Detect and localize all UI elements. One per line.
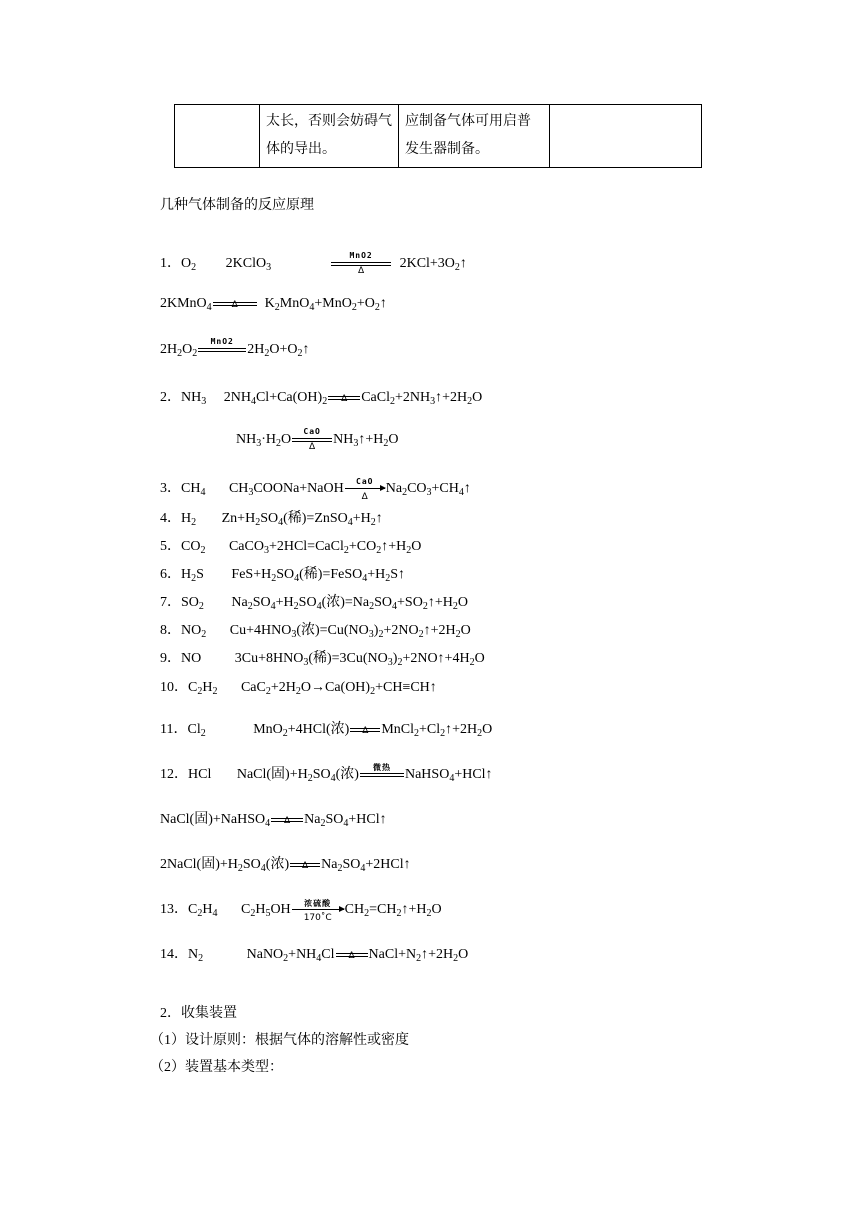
table-cell-4: [550, 105, 702, 168]
condition-heat: Δ: [213, 302, 257, 306]
reaction-1b: 2KMnO$_4$ Δ $K_2MnO_4+MnO_2+O_2↑$: [160, 296, 387, 313]
reaction-12c: 2NaCl(固)$+H_2SO_4$(浓) Δ $Na_2SO_4+2HCl↑$: [160, 857, 411, 874]
collection-paragraph-1: （1）设计原则：根据气体的溶解性或密度: [150, 1033, 409, 1048]
reaction-number: 1．: [160, 256, 181, 271]
reaction-6: 6．$H_2S$ $FeS+H_2SO_4$(稀)$=FeSO_4+H_2S↑$: [160, 567, 406, 584]
reaction-12b: NaCl(固)+NaHSO$_4$ Δ $Na_2SO_4+HCl↑$: [160, 812, 387, 829]
condition-heat: Δ: [290, 863, 320, 867]
condition-heat: Δ: [328, 396, 360, 400]
gas-formula: CH: [181, 481, 201, 496]
reaction-14: 14．$N_2$ $NaNO_2+NH_4Cl$ Δ $NaCl+N_2↑+2H_2O$: [160, 947, 469, 964]
table-cell-1: [175, 105, 260, 168]
condition-gentle-heat: 微热: [360, 773, 404, 777]
condition-cao-heat: CaO Δ: [292, 438, 332, 442]
reaction-8: 8．$NO_2$ $Cu+4HNO_3$(浓)$=Cu(NO_3)_2+2NO_2↑+2H_2O$: [160, 623, 471, 640]
reaction-2b: $NH_3\cdot H_2O$ CaO Δ $NH_3↑+H_2O$: [236, 426, 399, 452]
reaction-4: 4．$H_2$ $Zn+H_2SO_4$(稀)$=ZnSO_4+H_2↑$: [160, 511, 383, 528]
reaction-11: 11．$Cl_2$ MnO$_2$+4HCl(浓) Δ $MnCl_2+Cl_2↑+2H_2O$: [160, 722, 493, 739]
condition-conc-h2so4-170c: 浓硫酸 170˚C: [292, 909, 344, 910]
reaction-10: 10．$C_2H_2$ $CaC_2+2H_2O\to Ca(OH)_2+CH\equiv CH↑$: [160, 680, 437, 697]
reaction-3: 3．$CH_4$ $CH_3COONa+NaOH$ CaO Δ $Na_2CO_3+CH_4↑$: [160, 477, 471, 503]
condition-heat: Δ: [350, 728, 380, 732]
gas-formula: O: [181, 256, 192, 271]
table-cell-3: 应制备气体可用启普发生器制备。: [399, 105, 550, 168]
reaction-1c: $2H_2O_2$ MnO2 $2H_2O+O_2↑$: [160, 336, 310, 359]
reaction-2: 2．$NH_3$ $2NH_4Cl+Ca(OH)_2$ Δ $CaCl_2+2NH_3↑+2H_2O$: [160, 390, 483, 407]
table-cell-2: 太长，否则会妨碍气体的导出。: [260, 105, 399, 168]
condition-heat: Δ: [271, 818, 303, 822]
condition-mno2: MnO2: [198, 348, 246, 352]
condition-heat: Δ: [336, 953, 368, 957]
condition-cao-heat-arrow: CaO Δ: [345, 488, 385, 489]
section-title: 几种气体制备的反应原理: [160, 198, 314, 213]
reaction-7: 7．$SO_2$ $Na_2SO_4+H_2SO_4$(浓)$=Na_2SO_4+SO_2↑+H_2O$: [160, 595, 468, 612]
table-row: [175, 105, 702, 168]
reaction-9: 9．NO $3Cu+8HNO_3$(稀)$=3Cu(NO_3)_2+2NO↑+4H_2O$: [160, 651, 485, 668]
gas-formula: NH: [181, 390, 202, 405]
condition-mno2-heat: MnO2 Δ: [331, 262, 391, 266]
reaction-1: 1．$O_2$ 2KClO$_3$ MnO2 Δ $2KCl+3O_2↑$: [160, 250, 467, 276]
apparatus-table-fragment: [174, 104, 702, 168]
reaction-12: 12．HCl NaCl(固)$+H_2SO_4$(浓) 微热 NaHSO$_4$+HCl↑: [160, 762, 493, 784]
reaction-5: 5．$CO_2$ $CaCO_3+2HCl=CaCl_2+CO_2↑+H_2O$: [160, 539, 422, 556]
collection-paragraph-2: （2）装置基本类型：: [150, 1060, 283, 1075]
collection-title: 2．收集装置: [160, 1006, 237, 1021]
reaction-13: 13．$C_2H_4$ $C_2H_5OH$ 浓硫酸 170˚C $CH_2=CH_2↑+H_2O$: [160, 899, 442, 924]
